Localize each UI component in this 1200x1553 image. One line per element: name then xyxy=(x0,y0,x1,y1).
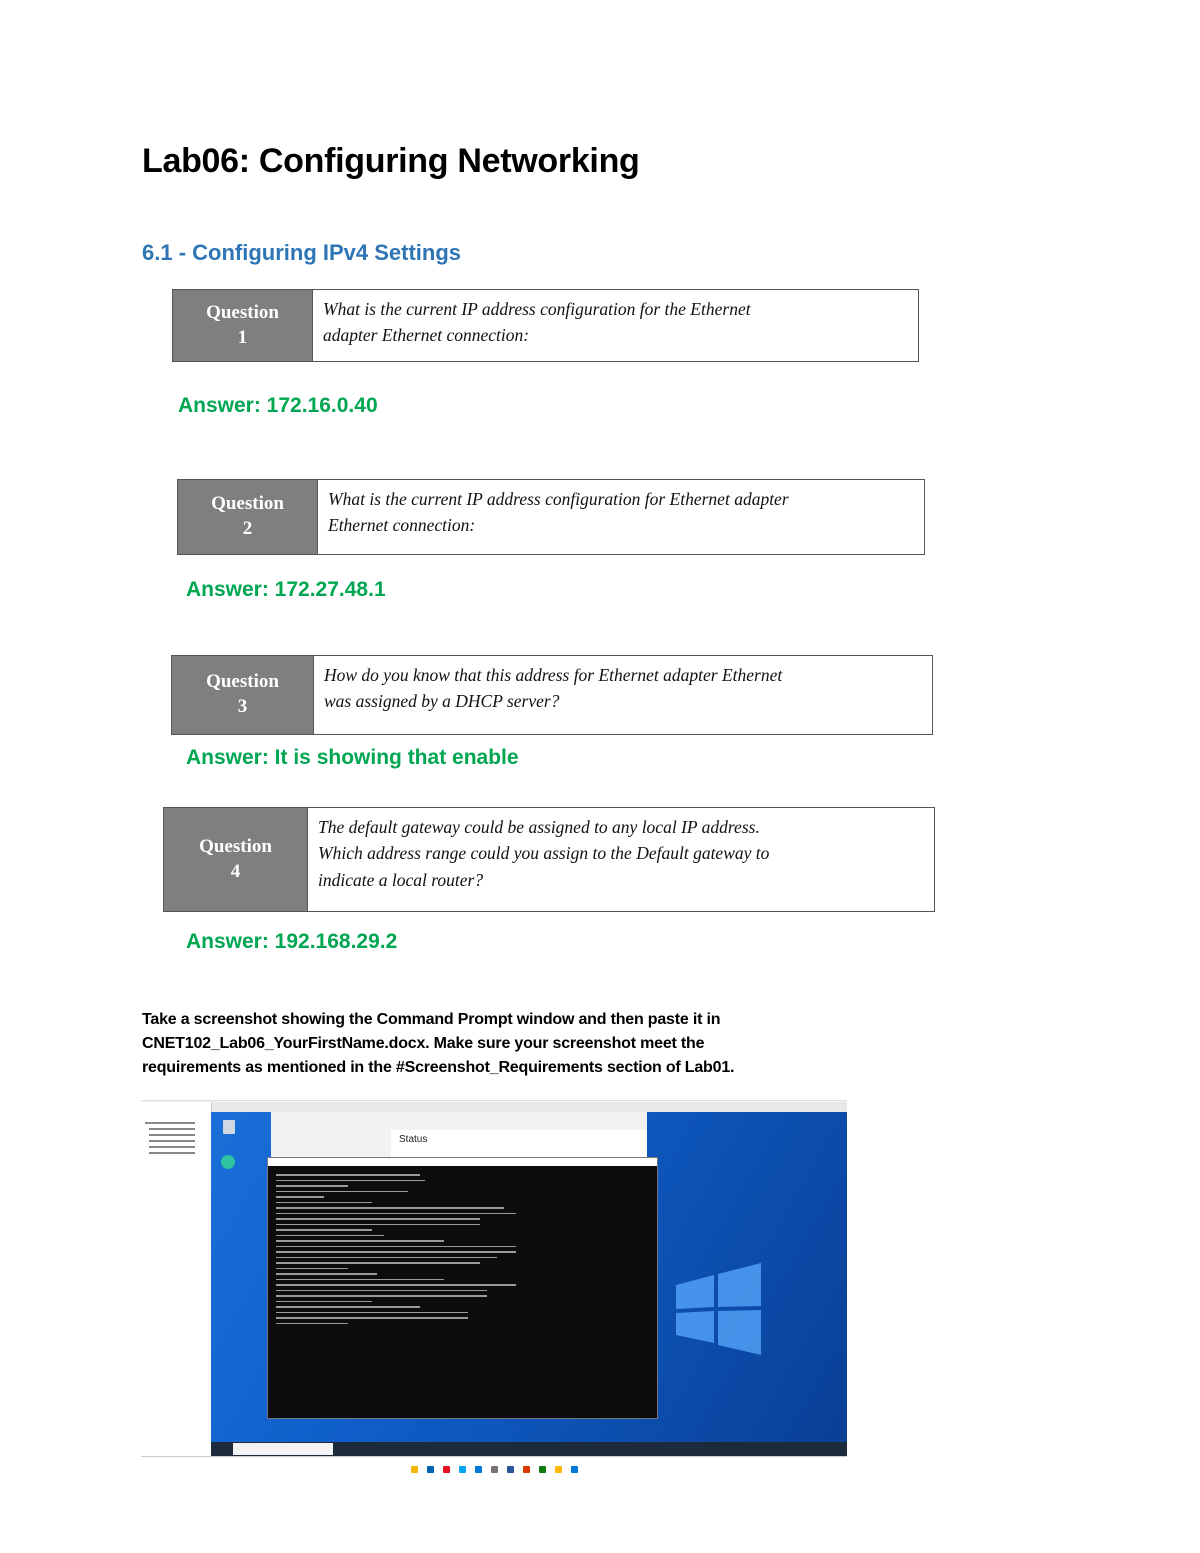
windows-logo-icon xyxy=(666,1245,766,1375)
question-label: Question 3 xyxy=(172,656,314,734)
host-app-icon xyxy=(571,1466,578,1473)
question-text: The default gateway could be assigned to any local IP address. Which address range could you assign to the Default gateway to indicate a local router? xyxy=(318,817,770,890)
question-label: Question 2 xyxy=(178,480,318,554)
host-app-icon xyxy=(459,1466,466,1473)
host-app-icon xyxy=(555,1466,562,1473)
host-app-icon xyxy=(443,1466,450,1473)
settings-status-pane xyxy=(391,1130,647,1160)
page-title: Lab06: Configuring Networking xyxy=(142,142,640,180)
vm-library-panel xyxy=(141,1102,212,1472)
host-app-icon xyxy=(507,1466,514,1473)
answer-2: Answer: 172.27.48.1 xyxy=(186,578,386,601)
host-app-icon xyxy=(539,1466,546,1473)
edge-icon xyxy=(221,1155,235,1169)
recycle-bin-icon xyxy=(223,1120,235,1134)
question-box-2 xyxy=(177,479,925,555)
vm-window-titlebar xyxy=(141,1080,847,1101)
screenshot-instruction: Take a screenshot showing the Command Prompt window and then paste it in CNET102_Lab06_YourFirstName.docx. Make sure your screenshot meet the requirements as mentioned in the #Screenshot_Requirements section of Lab01. xyxy=(142,1011,735,1076)
question-text: What is the current IP address configuration for the Ethernet adapter Ethernet connection: xyxy=(323,299,751,346)
question-text: How do you know that this address for Ethernet adapter Ethernet was assigned by a DHCP server? xyxy=(324,665,783,712)
embedded-screenshot xyxy=(141,1080,847,1483)
question-box-1 xyxy=(172,289,919,362)
cmd-titlebar xyxy=(268,1158,657,1166)
host-taskbar xyxy=(141,1456,847,1483)
host-app-icon xyxy=(411,1466,418,1473)
vm-tab-strip xyxy=(211,1102,847,1112)
taskbar-search-box xyxy=(233,1443,333,1455)
command-prompt-window xyxy=(267,1157,658,1419)
question-label: Question 4 xyxy=(164,808,308,911)
host-app-icon xyxy=(427,1466,434,1473)
cmd-output xyxy=(276,1170,516,1328)
question-label: Question 1 xyxy=(173,290,313,361)
host-app-icon xyxy=(491,1466,498,1473)
answer-3: Answer: It is showing that enable xyxy=(186,746,519,769)
question-box-3 xyxy=(171,655,933,735)
answer-1: Answer: 172.16.0.40 xyxy=(178,394,378,417)
section-heading: 6.1 - Configuring IPv4 Settings xyxy=(142,240,462,265)
answer-4: Answer: 192.168.29.2 xyxy=(186,930,398,953)
question-text: What is the current IP address configuration for Ethernet adapter Ethernet connection: xyxy=(328,489,789,536)
host-app-icon xyxy=(523,1466,530,1473)
settings-status-label: Status xyxy=(399,1134,428,1145)
host-app-icon xyxy=(475,1466,482,1473)
question-box-4 xyxy=(163,807,935,912)
